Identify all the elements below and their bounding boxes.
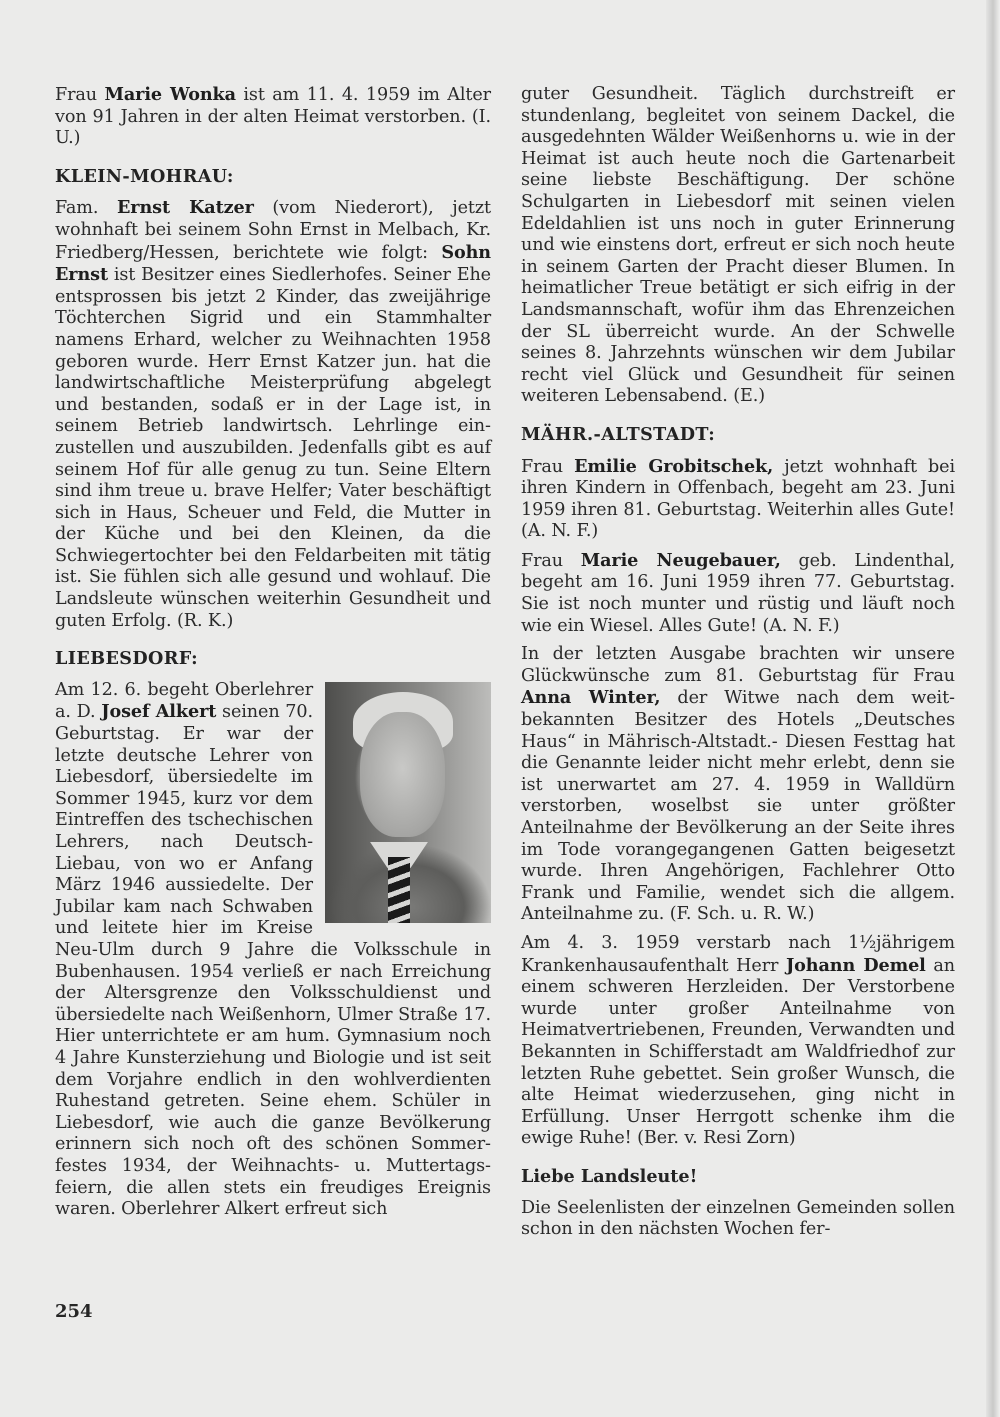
notice-marie-neugebauer: Frau Marie Neugebauer, geb. Lindenthal, begeht am 16. Juni 1959 ihren 77. Geburtstag. Sie ist noch munter und rüstig und läuft noch wie ein Wiesel. Alles Gute! (A. N. F.) [521, 549, 955, 636]
page-number: 254 [55, 1301, 93, 1322]
notice-ernst-katzer: Fam. Ernst Katzer (vom Niederort), jetzt wohnhaft bei seinem Sohn Ernst in Melbach, Kr. Friedberg/Hessen, berichtete wie folgt: Sohn Ernst ist Besitzer eines Siedlerhofes. Seiner Ehe entsprossen bis jetzt 2 Kinder, das zweijährige Töchterchen Sigrid und ein Stammhalter namens Erhard, welcher zu Weihnachten 1958 geboren wurde. Herr Ernst Katzer jun. hat die landwirtschaftliche Meisterprüfung abgelegt und bestanden, sodaß er in der Lage ist, in seinem Betrieb landwirtsch. Lehrlinge einzustellen und auszubilden. Jedenfalls gibt es auf seinem Hof für alle genug zu tun. Seine Eltern sind ihm treue u. brave Helfer; Vater beschäftigt sich in Haus, Scheuer und Feld, die Mutter in der Küche und bei den Kleinen, da die Schwiegertochter bei den Feldarbeiten mit tätig ist. Sie fühlen sich alle gesund und wohlauf. Die Landsleute wünschen weiterhin Gesundheit und guten Erfolg. (R. K.) [55, 197, 491, 631]
section-heading-liebesdorf: LIEBESDORF: [55, 648, 198, 670]
left-column [55, 84, 491, 1228]
notice-anna-winter: In der letzten Ausgabe brachten wir unsere Glückwünsche zum 81. Geburtstag für Frau Anna Winter, der Witwe nach dem weitbekannten Besitzer des Hotels „Deutsches Haus“ in Mährisch-Altstadt.- Diesen Festtag hat die Genannte leider nicht mehr erlebt, denn sie ist unerwartet am 27. 4. 1959 in Walldürn verstorben, woselbst sie unter größter Anteilnahme der Bevölkerung an der Seite ihres im Tode vorangegangenen Gatten beigesetzt wurde. Ihren Angehörigen, Fachlehrer Otto Frank und Familie, wendet sich die allgem. Anteilnahme zu. (F. Sch. u. R. W.) [521, 644, 955, 925]
page-binding-edge [986, 0, 1000, 1417]
right-column [521, 84, 955, 1248]
notice-marie-wonka: Frau Marie Wonka ist am 11. 4. 1959 im Alter von 91 Jahren in der alten Heimat verstorben. (I. U.) [55, 84, 491, 149]
notice-emilie-grobitschek: Frau Emilie Grobitschek, jetzt wohnhaft bei ihren Kindern in Offenbach, begeht am 23. Juni 1959 ihren 81. Geburtstag. Weiterhin alles Gute! (A. N. F.) [521, 455, 955, 542]
person-name: Johann Demel [785, 954, 926, 976]
notice-johann-demel: Am 4. 3. 1959 verstarb nach 1½jährigem Krankenhausaufenthalt Herr Johann Demel an einem schweren Herzleiden. Der Verstorbene wurde unter großer Anteilnahme von Heimatvertriebenen, Freunden, Verwandten und Bekannten in Schifferstadt am Waldfriedhof zur letzten Ruhe gebettet. Sein großer Wunsch, die alte Heimat wiederzusehen, ging nicht in Erfüllung. Unser Herrgott schenke ihm die ewige Ruhe! (Ber. v. Resi Zorn) [521, 932, 955, 1149]
portrait-photo [325, 682, 491, 923]
notice-josef-alkert-continued: guter Gesundheit. Täglich durchstreift er stundenlang, begleitet von seinem Dackel, die ausgedehnten Wälder Weißenhorns u. wie in der Heimat ist auch heute noch die Gartenarbeit seine liebste Beschäftigung. Der schöne Schulgarten in Liebesdorf mit seinen vielen Edeldahlien ist uns noch in guter Erinnerung und wie einstens dort, erfreut er sich noch heute in seinem Garten der Pracht dieser Blumen. In heimatlicher Treue betätigt er sich eifrig in der Landsmannschaft, wofür ihm das Ehrenzeichen der SL überreicht wurde. An der Schwelle seines 8. Jahrzehnts wünschen wir dem Jubilar recht viel Glück und Gesundheit für seinen weiteren Lebensabend. (E.) [521, 84, 955, 407]
notice-josef-alkert: Am 12. 6. begeht Oberlehrer a. D. Josef Alkert seinen 70. Geburtstag. Er war der letzte deutsche Lehrer von Liebesdorf, übersiedelte im Sommer 1945, kurz vor dem Eintreffen des tschechischen Lehrers, nach Deutsch-Liebau, von wo er Anfang März 1946 aussiedelte. Der Jubilar kam nach Schwaben und leitete hier im Kreise Neu-Ulm durch 9 Jahre die Volksschule in Bubenhausen. 1954 verließ er nach Erreichung der Altersgrenze den Volksschuldienst und übersiedelte nach Weißenhorn, Ulmer Straße 17. Hier unterrichtete er am hum. Gymnasium noch 4 Jahre Kunsterziehung und Biologie und ist seit dem Vorjahre endlich in den wohlverdienten Ruhestand getreten. Seine ehem. Schüler in Liebesdorf, wie auch die ganze Bevölkerung erinnern sich noch oft des schönen Sommerfestes 1934, der Weihnachts- u. Muttertagsfeiern, die allen stets ein freudiges Ereignis waren. Oberlehrer Alkert erfreut sich [55, 679, 491, 1220]
section-heading-liebe-landsleute: Liebe Landsleute! [521, 1165, 698, 1187]
section-heading-maehr-altstadt: MÄHR.-ALTSTADT: [521, 423, 716, 445]
person-name: Anna Winter, [521, 687, 661, 709]
section-heading-klein-mohrau: KLEIN-MOHRAU: [55, 165, 234, 187]
person-name: Sohn Ernst [55, 241, 491, 286]
person-name: Marie Wonka [104, 84, 236, 105]
person-name: Emilie Grobitschek, [574, 455, 774, 477]
person-name: Ernst Katzer [116, 197, 254, 219]
notice-seelenlisten: Die Seelenlisten der einzelnen Gemeinden sollen schon in den nächsten Wochen fer- [521, 1197, 955, 1240]
person-name: Marie Neugebauer, [580, 549, 781, 571]
person-name: Josef Alkert [101, 701, 217, 723]
